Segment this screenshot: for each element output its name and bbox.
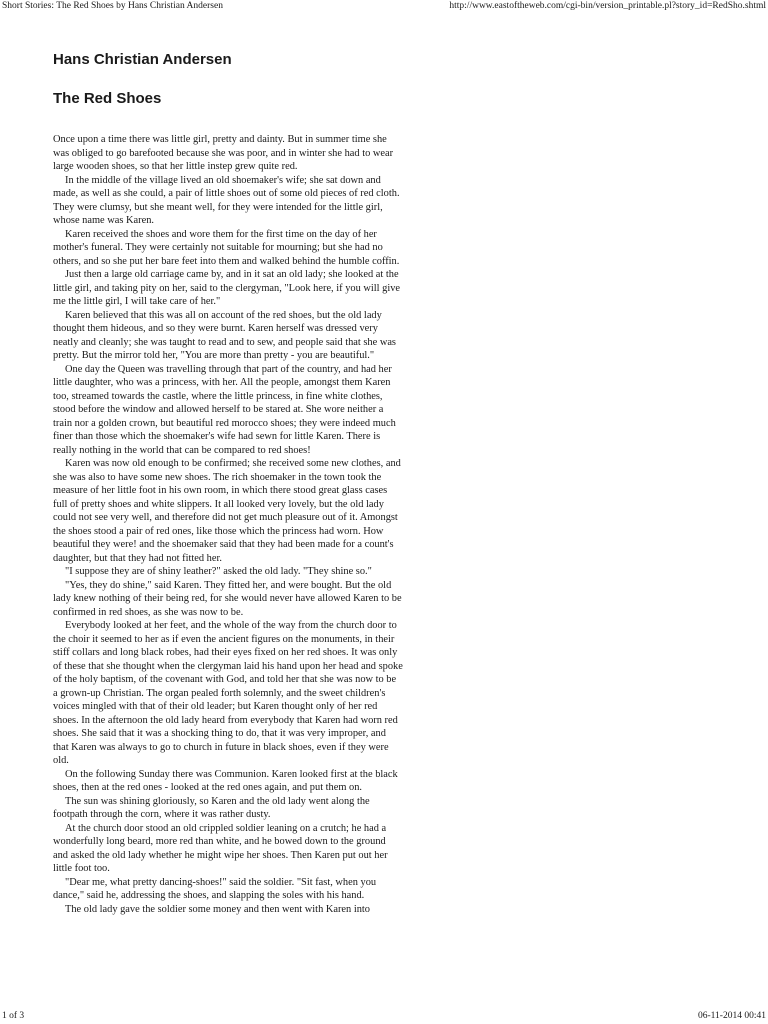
story-paragraph: One day the Queen was travelling through that part of the country, and had her little daughter, who was a princess, with her. All the people, amongst them Karen too, streamed towards the castle, where the little princess, in fine white clothes, stood before the window and allowed herself to be stared at. She wore neither a train nor a golden crown, but beautiful red morocco shoes; they were indeed much finer than those which the shoemaker's wife had sewn for little Karen. There is really nothing in the world that can be compared to red shoes! — [53, 363, 396, 456]
story-paragraph: The old lady gave the soldier some money and then went with Karen into — [65, 903, 371, 915]
story-paragraph: "I suppose they are of shiny leather?" asked the old lady. "They shine so." — [65, 566, 372, 577]
story-paragraph: Just then a large old carriage came by, and in it sat an old lady; she looked at the little girl, and taking pity on her, said to the clergyman, "Look here, if you will give me the little girl, I will take care of her." — [53, 269, 401, 307]
page-url: http://www.eastoftheweb.com/cgi-bin/version_printable.pl?story_id=RedSho.shtml — [449, 1, 766, 11]
story-paragraph: In the middle of the village lived an old shoemaker's wife; she sat down and made, as well as she could, a pair of little shoes out of some old pieces of red cloth. They were clumsy, but she meant well, for they were intended for the little girl, whose name was Karen. — [53, 174, 400, 226]
story-title: The Red Shoes — [53, 90, 162, 107]
print-datetime: 06-11-2014 00:41 — [698, 1011, 766, 1021]
page-title-text: Short Stories: The Red Shoes by Hans Christian Andersen — [2, 1, 223, 11]
story-paragraph: "Dear me, what pretty dancing-shoes!" said the soldier. "Sit fast, when you dance," said he, addressing the shoes, and slapping the soles with his hand. — [53, 876, 377, 901]
print-footer — [0, 1008, 768, 1024]
story-paragraph: Karen believed that this was all on account of the red shoes, but the old lady thought them hideous, and so they were burnt. Karen herself was dressed very neatly and cleanly; she was taught to read and to sew, and people said that she was pretty. But the mirror told her, "You are more than pretty - you are beautiful." — [53, 309, 396, 361]
story-paragraph: Karen received the shoes and wore them for the first time on the day of her mother's funeral. They were certainly not suitable for mourning; but she had no others, and so she put her bare feet into them and walked behind the humble coffin. — [53, 228, 400, 267]
story-paragraph: "Yes, they do shine," said Karen. They fitted her, and were bought. But the old lady knew nothing of their being red, for she would never have allowed Karen to be confirmed in red shoes, as she was now to be. — [53, 579, 402, 618]
author-heading: Hans Christian Andersen — [53, 51, 232, 68]
print-header — [0, 0, 768, 14]
page-number: 1 of 3 — [2, 1011, 25, 1021]
story-paragraph: At the church door stood an old crippled soldier leaning on a crutch; he had a wonderfully long beard, more red than white, and he bowed down to the ground and asked the old lady whether he might wipe her shoes. Then Karen put out her little foot too. — [53, 822, 388, 874]
story-paragraph: Once upon a time there was little girl, pretty and dainty. But in summer time she was obliged to go barefooted because she was poor, and in winter she had to wear large wooden shoes, so that her little instep grew quite red. — [53, 134, 394, 172]
story-body — [53, 133, 403, 916]
story-paragraph: Everybody looked at her feet, and the whole of the way from the church door to the choir it seemed to her as if even the ancient figures on the monuments, in their stiff collars and long black robes, had their eyes fixed on her red shoes. It was only of these that she thought when the clergyman laid his hand upon her head and spoke of the holy baptism, of the covenant with God, and told her that she was now to be a grown-up Christian. The organ pealed forth solemnly, and the sweet children's voices mingled with that of their old leader; but Karen thought only of her red shoes. In the afternoon the old lady heard from everybody that Karen had worn red shoes. She said that it was a shocking thing to do, that it was very improper, and that Karen was always to go to church in future in black shoes, even if they were old. — [53, 620, 403, 766]
story-paragraph: Karen was now old enough to be confirmed; she received some new clothes, and she was also to have some new shoes. The rich shoemaker in the town took the measure of her little foot in his own room, in which there stood great glass cases full of pretty shoes and white slippers. It all looked very lovely, but the old lady could not see very well, and therefore did not get much pleasure out of it. Amongst the shoes stood a pair of red ones, like those which the princess had worn. How beautiful they were! and the shoemaker said that they had been made for a count's daughter, but that they had not fitted her. — [53, 458, 401, 564]
story-paragraph: On the following Sunday there was Communion. Karen looked first at the black shoes, then at the red ones - looked at the red ones again, and put them on. — [53, 768, 398, 793]
story-paragraph: The sun was shining gloriously, so Karen and the old lady went along the footpath through the corn, where it was rather dusty. — [53, 795, 370, 820]
